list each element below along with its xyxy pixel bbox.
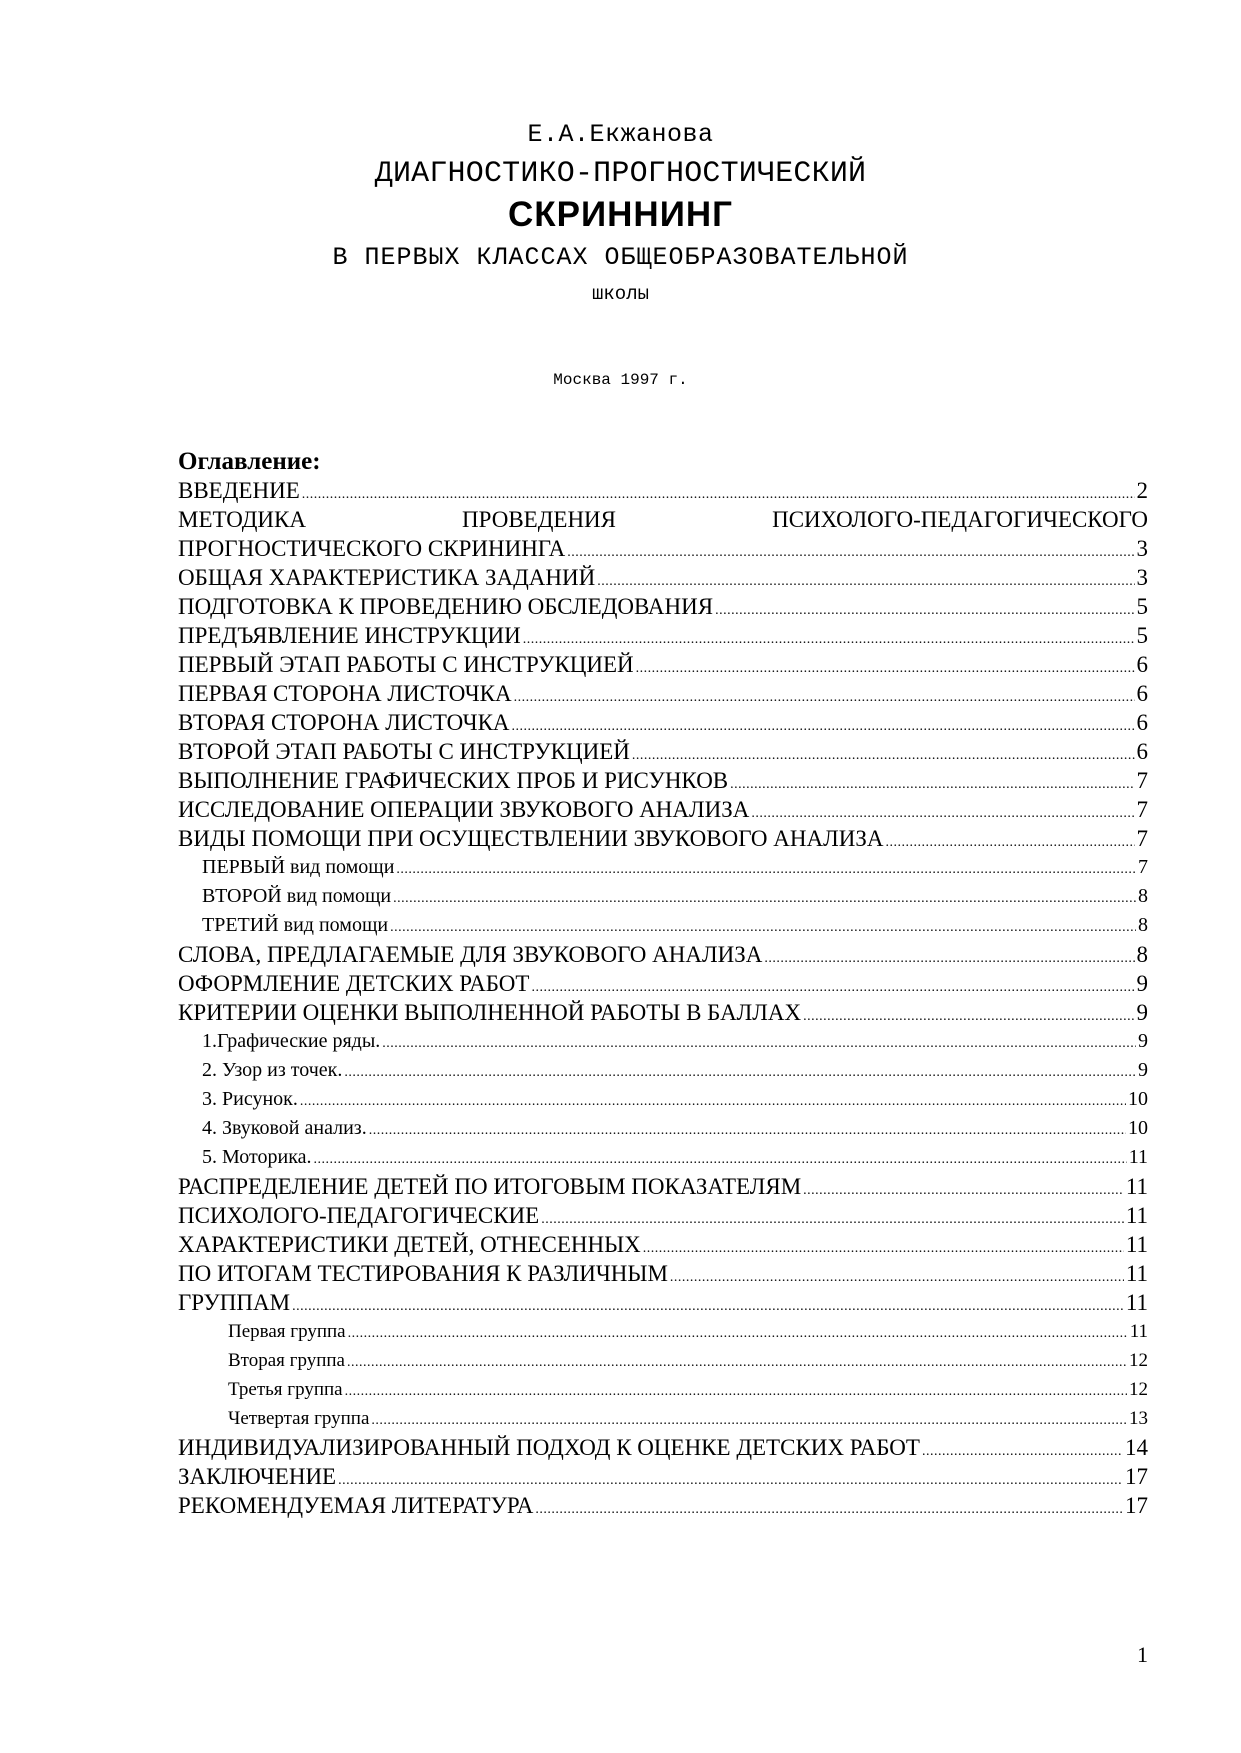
toc-entry-label: ОФОРМЛЕНИЕ ДЕТСКИХ РАБОТ [178,971,530,996]
toc-leader [396,855,1136,882]
place-year: Москва 1997 г. [553,371,688,389]
toc-leader [597,567,1134,592]
toc-leader [300,1087,1126,1114]
toc-entry-label: Вторая группа [228,1350,345,1371]
toc-entry-label: 3. Рисунок. [202,1088,298,1110]
toc-entry-page: 7 [1138,856,1148,878]
toc-entry-label: РЕКОМЕНДУЕМАЯ ЛИТЕРАТУРА [178,1493,534,1518]
toc-entry-method-line2[interactable] [178,534,1148,563]
toc-entry-label: ВИДЫ ПОМОЩИ ПРИ ОСУЩЕСТВЛЕНИИ ЗВУКОВОГО АНАЛИЗА [178,826,884,851]
toc-entry-label: ПОДГОТОВКА К ПРОВЕДЕНИЮ ОБСЛЕДОВАНИЯ [178,594,714,619]
toc-entry-page: 11 [1125,1261,1148,1286]
toc-entry[interactable] [178,563,1148,592]
toc-entry-label: ПЕРВЫЙ вид помощи [202,856,395,878]
toc-leader [338,1466,1123,1491]
toc-entry-page: 11 [1125,1174,1148,1199]
toc-entry[interactable] [178,853,1148,882]
toc-entry-label: ВТОРОЙ ЭТАП РАБОТЫ С ИНСТРУКЦИЕЙ [178,739,630,764]
toc-entry-page: 10 [1128,1117,1148,1139]
toc-entry-page: 2 [1136,478,1148,503]
toc-entry-page: 8 [1138,885,1148,907]
toc-leader [344,1058,1136,1085]
toc-entry-method[interactable] [178,505,1148,534]
toc-entry[interactable] [178,1375,1148,1404]
page-number: 1 [1137,1642,1148,1667]
toc-entry[interactable] [178,882,1148,911]
toc-entry-page: 8 [1136,942,1148,967]
toc-word: МЕТОДИКА [178,507,306,532]
toc-entry-label: Четвертая группа [228,1408,370,1429]
toc-leader [348,1319,1128,1346]
table-of-contents [178,447,1148,1520]
toc-leader [535,1495,1123,1520]
toc-leader [382,1029,1136,1056]
toc-entry-page: 6 [1136,739,1148,764]
toc-leader [314,1145,1127,1172]
toc-entry[interactable] [178,1172,1148,1201]
toc-leader [751,799,1134,824]
toc-entry-page: 11 [1125,1232,1148,1257]
toc-leader [764,944,1134,969]
toc-entry[interactable] [178,708,1148,737]
toc-entry-page: 13 [1129,1408,1148,1429]
toc-entry[interactable] [178,940,1148,969]
toc-entry-page: 7 [1136,768,1148,793]
toc-entry[interactable] [178,1201,1148,1230]
toc-entry-page: 5 [1136,594,1148,619]
toc-entry-intro[interactable] [178,476,1148,505]
toc-leader [390,913,1136,940]
toc-entry-page: 3 [1136,565,1148,590]
toc-leader [567,538,1134,563]
toc-entry[interactable] [178,1404,1148,1433]
toc-leader [345,1377,1127,1404]
toc-leader [523,625,1135,650]
toc-entry-label: ПРЕДЪЯВЛЕНИЕ ИНСТРУКЦИИ [178,623,521,648]
toc-entry[interactable] [178,650,1148,679]
toc-entry-page: 11 [1128,1146,1148,1168]
toc-entry-label: ИССЛЕДОВАНИЕ ОПЕРАЦИИ ЗВУКОВОГО АНАЛИЗА [178,797,750,822]
toc-leader [512,712,1135,737]
toc-leader [715,596,1134,621]
toc-entries [178,563,1148,1520]
toc-entry-page: 11 [1125,1290,1148,1315]
toc-entry[interactable] [178,1259,1148,1288]
toc-entry-page: 6 [1136,681,1148,706]
toc-entry-label: КРИТЕРИИ ОЦЕНКИ ВЫПОЛНЕННОЙ РАБОТЫ В БАЛЛАХ [178,1000,802,1025]
toc-entry-label: ПРОГНОСТИЧЕСКОГО СКРИНИНГА [178,536,566,561]
toc-leader [730,770,1134,795]
toc-leader [670,1263,1124,1288]
toc-entry-label: ВТОРОЙ вид помощи [202,885,392,907]
toc-leader [292,1292,1124,1317]
toc-entry-label: СЛОВА, ПРЕДЛАГАЕМЫЕ ДЛЯ ЗВУКОВОГО АНАЛИЗА [178,942,763,967]
toc-entry-label: Третья группа [228,1379,343,1400]
title-line-4: школы [591,283,649,305]
toc-leader [393,884,1136,911]
toc-entry[interactable] [178,1056,1148,1085]
toc-entry[interactable] [178,1085,1148,1114]
toc-entry[interactable] [178,1491,1148,1520]
toc-leader [636,654,1135,679]
toc-heading: Оглавление: [178,448,321,475]
toc-leader [643,1234,1124,1259]
toc-entry-label: ВТОРАЯ СТОРОНА ЛИСТОЧКА [178,710,510,735]
toc-entry[interactable] [178,1143,1148,1172]
toc-entry[interactable] [178,795,1148,824]
toc-entry-page: 12 [1129,1350,1148,1371]
author-name: Е.А.Екжанова [527,120,714,149]
toc-entry-page: 9 [1138,1059,1148,1081]
toc-entry-label: ИНДИВИДУАЛИЗИРОВАННЫЙ ПОДХОД К ОЦЕНКЕ ДЕТСКИХ РАБОТ [178,1435,920,1460]
toc-entry-page: 17 [1125,1493,1148,1518]
toc-leader [371,1406,1127,1433]
toc-entry[interactable] [178,911,1148,940]
toc-entry-label: ОБЩАЯ ХАРАКТЕРИСТИКА ЗАДАНИЙ [178,565,596,590]
toc-entry-page: 17 [1125,1464,1148,1489]
title-line-2: СКРИННИНГ [508,195,733,234]
toc-entry[interactable] [178,1114,1148,1143]
toc-entry[interactable] [178,824,1148,853]
toc-entry-label: ГРУППАМ [178,1290,291,1315]
toc-entry-page: 10 [1128,1088,1148,1110]
toc-entry[interactable] [178,621,1148,650]
toc-entry[interactable] [178,737,1148,766]
toc-entry[interactable] [178,1027,1148,1056]
toc-leader [922,1437,1123,1462]
toc-entry-page: 14 [1125,1435,1148,1460]
toc-entry[interactable] [178,1230,1148,1259]
toc-entry[interactable] [178,1288,1148,1317]
toc-entry-label: ЗАКЛЮЧЕНИЕ [178,1464,337,1489]
toc-leader [885,828,1134,853]
toc-entry-page: 9 [1138,1030,1148,1052]
toc-entry-page: 7 [1136,797,1148,822]
toc-entry-label: 5. Моторика. [202,1146,312,1168]
toc-leader [514,683,1135,708]
toc-entry-label: ПО ИТОГАМ ТЕСТИРОВАНИЯ К РАЗЛИЧНЫМ [178,1261,668,1286]
toc-entry-label: Первая группа [228,1321,346,1342]
toc-entry-label: 4. Звуковой анализ. [202,1117,367,1139]
toc-entry[interactable] [178,1346,1148,1375]
toc-word: ПРОВЕДЕНИЯ [462,507,617,532]
toc-entry-label: ВЫПОЛНЕНИЕ ГРАФИЧЕСКИХ ПРОБ И РИСУНКОВ [178,768,729,793]
title-line-1: ДИАГНОСТИКО-ПРОГНОСТИЧЕСКИЙ [374,157,867,191]
toc-leader [369,1116,1126,1143]
toc-entry-page: 5 [1136,623,1148,648]
toc-entry-page: 3 [1136,536,1148,561]
toc-entry[interactable] [178,766,1148,795]
toc-leader [632,741,1135,766]
toc-entry-page: 11 [1129,1321,1148,1342]
toc-entry[interactable] [178,1462,1148,1491]
toc-entry-label: 1.Графические ряды. [202,1030,381,1052]
toc-entry-label: 2. Узор из точек. [202,1059,343,1081]
toc-entry-page: 6 [1136,652,1148,677]
toc-entry-label: ХАРАКТЕРИСТИКИ ДЕТЕЙ, ОТНЕСЕННЫХ [178,1232,641,1257]
toc-entry-label: ПСИХОЛОГО-ПЕДАГОГИЧЕСКИЕ [178,1203,540,1228]
toc-entry[interactable] [178,592,1148,621]
toc-entry-page: 12 [1129,1379,1148,1400]
toc-entry[interactable] [178,1433,1148,1462]
toc-leader [541,1205,1124,1230]
toc-entry[interactable] [178,1317,1148,1346]
toc-leader [531,973,1134,998]
toc-leader [302,480,1135,505]
toc-entry-page: 9 [1136,971,1148,996]
toc-entry-label: ВВЕДЕНИЕ [178,478,300,503]
toc-entry-page: 6 [1136,710,1148,735]
toc-entry[interactable] [178,679,1148,708]
toc-entry-label: ПЕРВАЯ СТОРОНА ЛИСТОЧКА [178,681,512,706]
toc-entry-page: 9 [1136,1000,1148,1025]
toc-entry[interactable] [178,998,1148,1027]
title-line-3: В ПЕРВЫХ КЛАССАХ ОБЩЕОБРАЗОВАТЕЛЬНОЙ [332,243,909,272]
toc-entry-page: 11 [1125,1203,1148,1228]
toc-leader [803,1002,1134,1027]
toc-entry-label: ПЕРВЫЙ ЭТАП РАБОТЫ С ИНСТРУКЦИЕЙ [178,652,634,677]
toc-entry-page: 8 [1138,914,1148,936]
toc-entry-page: 7 [1136,826,1148,851]
toc-leader [347,1348,1127,1375]
toc-entry-label: РАСПРЕДЕЛЕНИЕ ДЕТЕЙ ПО ИТОГОВЫМ ПОКАЗАТЕЛЯМ [178,1174,802,1199]
toc-entry[interactable] [178,969,1148,998]
toc-entry-method-line1 [178,505,1148,534]
toc-entry-label: ТРЕТИЙ вид помощи [202,914,389,936]
toc-word: ПСИХОЛОГО-ПЕДАГОГИЧЕСКОГО [772,507,1148,532]
toc-leader [803,1176,1124,1201]
